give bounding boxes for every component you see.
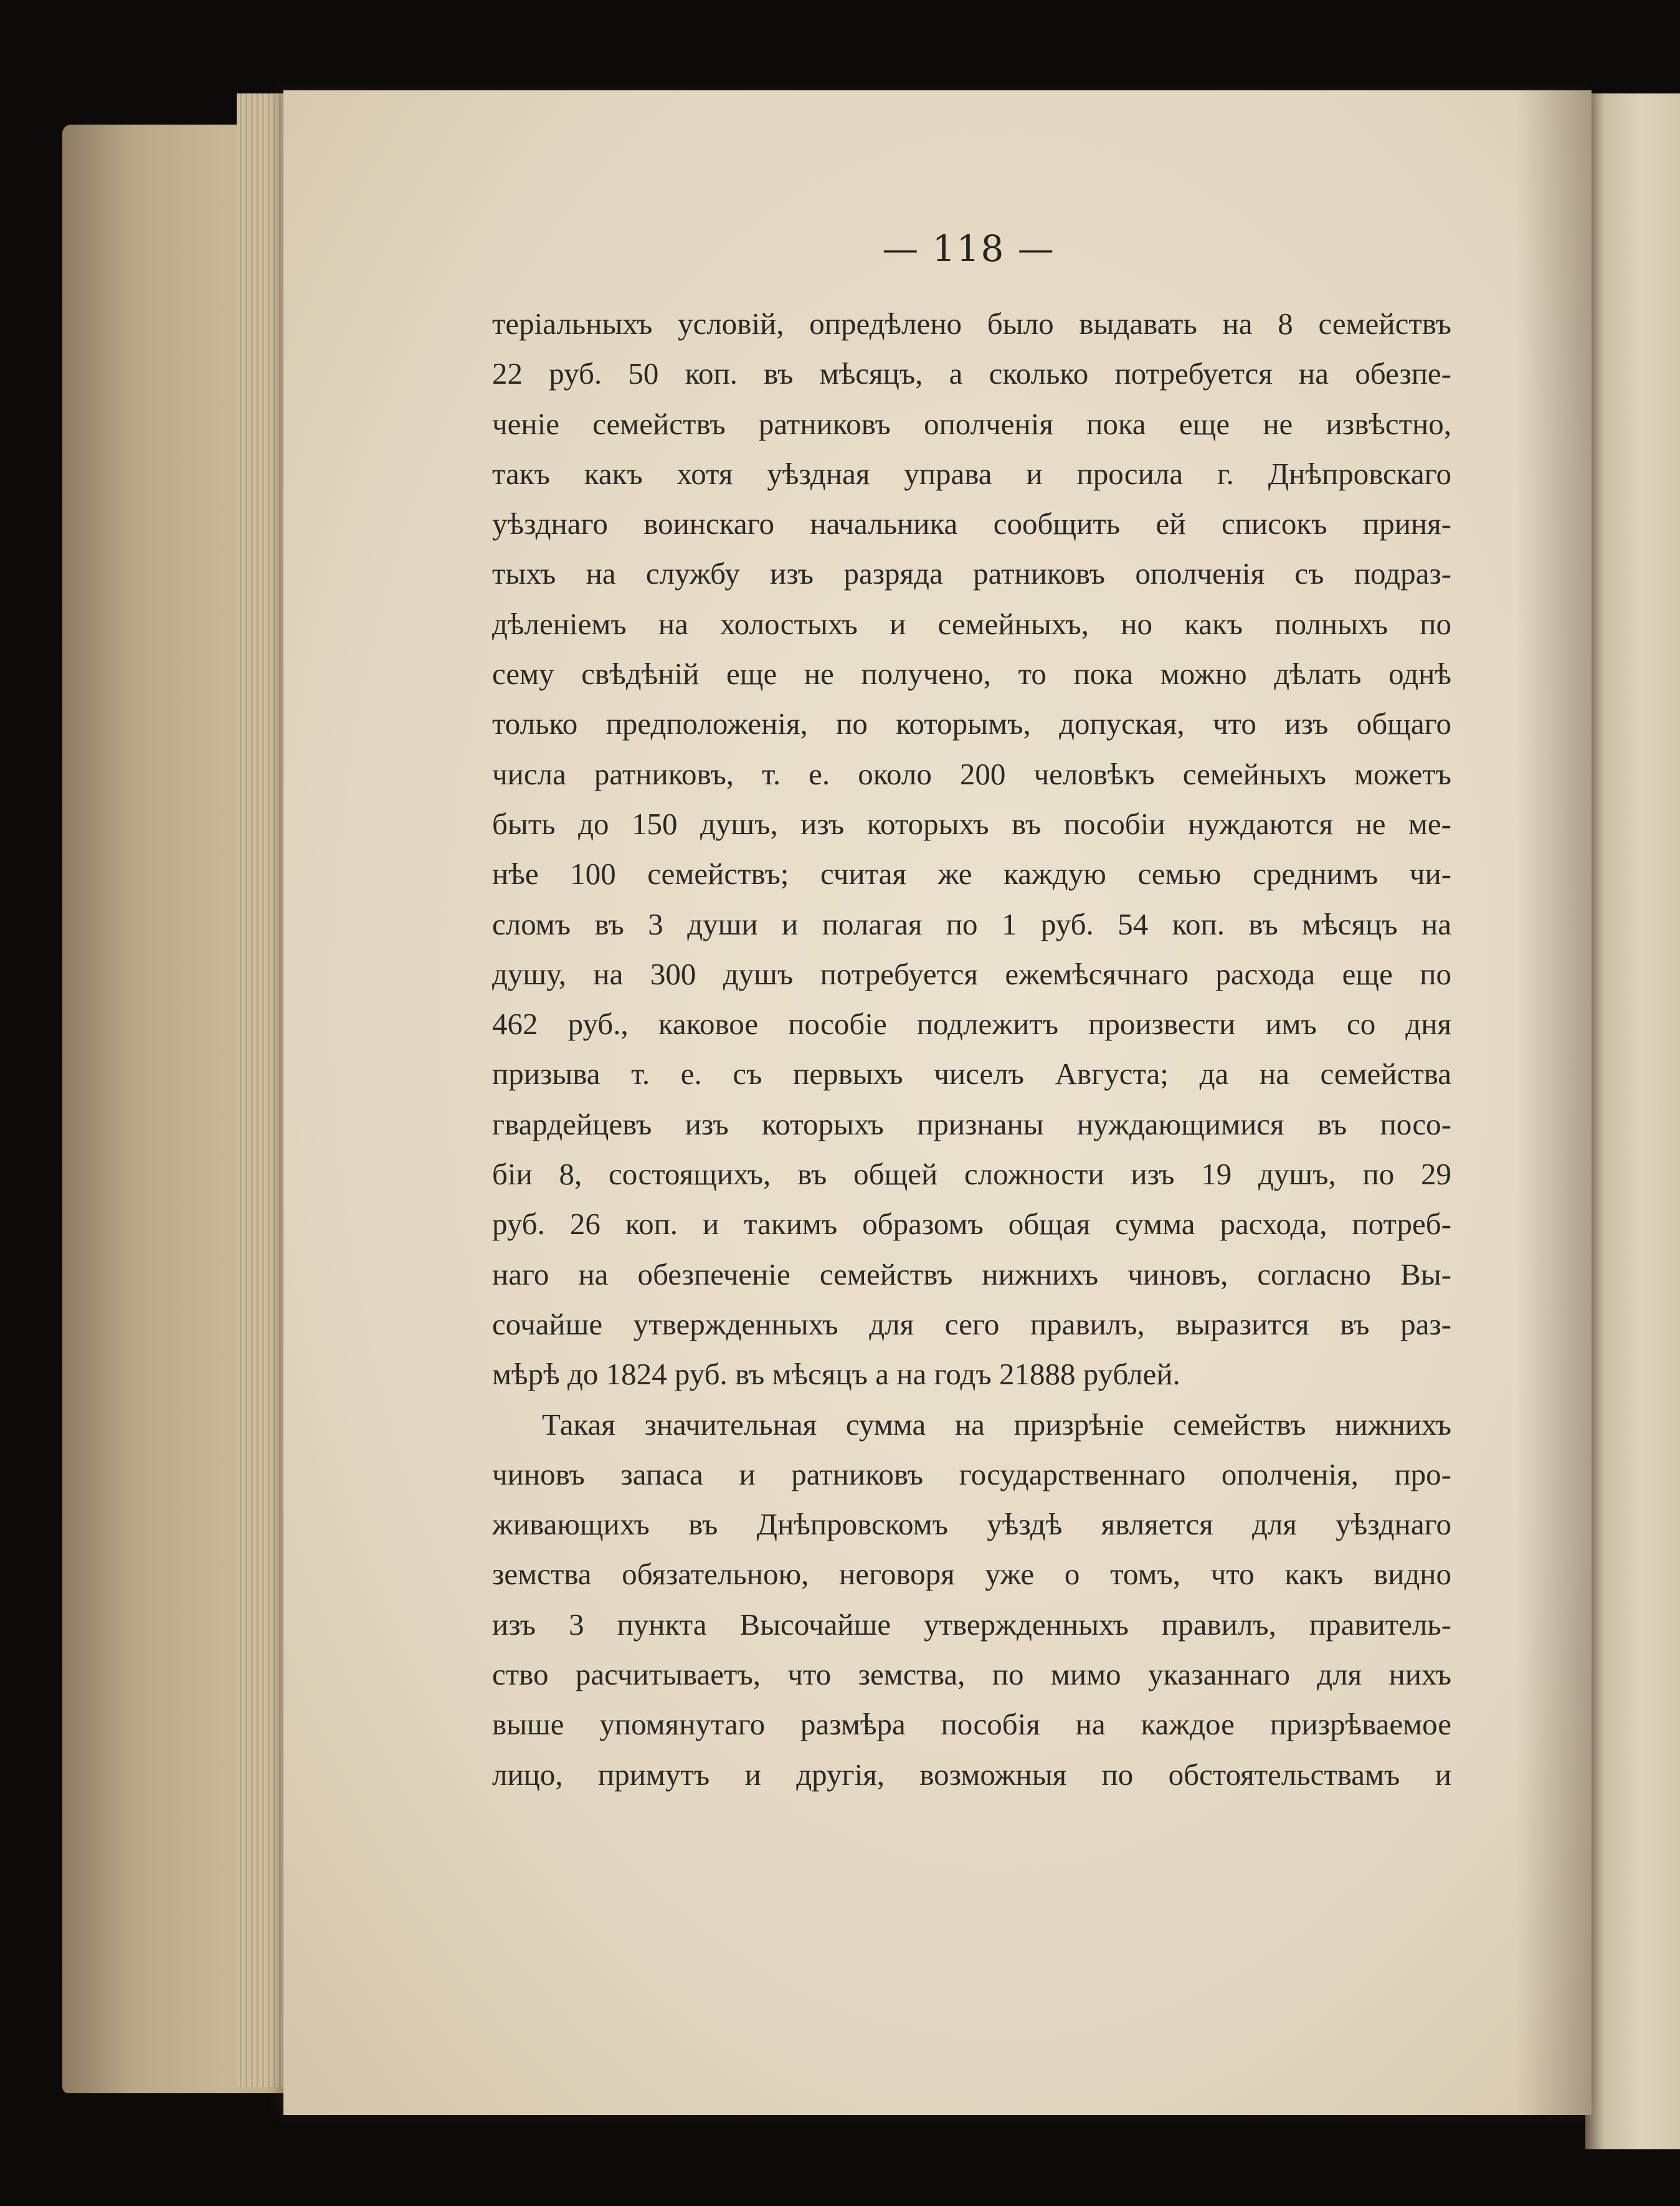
text-line: лицо, примутъ и другія, возможныя по обстоятельствамъ и — [492, 1757, 1451, 1792]
text-line: сломъ въ 3 души и полагая по 1 руб. 54 коп. въ мѣсяцъ на — [492, 906, 1451, 941]
text-line: ченіе семействъ ратниковъ ополченія пока еще не извѣстно, — [492, 406, 1451, 441]
text-line: сочайше утвержденныхъ для сего правилъ, выразится въ раз- — [492, 1306, 1451, 1341]
adjacent-page-edge — [1585, 93, 1680, 2149]
text-line: теріальныхъ условій, опредѣлено было выдавать на 8 семействъ — [492, 307, 1451, 341]
text-line: гвардейцевъ изъ которыхъ признаны нуждающимися въ посо- — [492, 1106, 1451, 1141]
text-line: наго на обезпеченіе семействъ нижнихъ чиновъ, согласно Вы- — [492, 1257, 1451, 1291]
text-line: руб. 26 коп. и такимъ образомъ общая сумма расхода, потреб- — [492, 1207, 1451, 1242]
text-line: сему свѣдѣній еще не получено, то пока можно дѣлать однѣ — [492, 657, 1451, 692]
text-line: быть до 150 душъ, изъ которыхъ въ пособіи нуждаются не ме- — [492, 806, 1451, 841]
text-line: 22 руб. 50 коп. въ мѣсяцъ, а сколько потребуется на обезпе- — [492, 356, 1451, 391]
text-line: живающихъ въ Днѣпровскомъ уѣздѣ является для уѣзднаго — [492, 1507, 1451, 1542]
text-line: числа ратниковъ, т. е. около 200 человѣкъ семейныхъ можетъ — [492, 756, 1451, 791]
text-line: Такая значительная сумма на призрѣніе семействъ нижнихъ — [542, 1407, 1451, 1442]
text-line: мѣрѣ до 1824 руб. въ мѣсяцъ а на годъ 21888 рублей. — [492, 1357, 1180, 1392]
text-line: земства обязательною, неговоря уже о томъ, что какъ видно — [492, 1557, 1451, 1592]
text-line: уѣзднаго воинскаго начальника сообщить ей списокъ приня- — [492, 506, 1451, 541]
page-body-text — [492, 299, 1451, 1800]
book-page — [283, 90, 1592, 2115]
gutter-shadow — [1517, 90, 1592, 2115]
text-line: чиновъ запаса и ратниковъ государственнаго ополченія, про- — [492, 1457, 1451, 1491]
page-number: — 118 — — [882, 227, 1055, 270]
text-line: 462 руб., каковое пособіе подлежитъ произвести имъ со дня — [492, 1007, 1451, 1042]
text-line: ство расчитываетъ, что земства, по мимо указаннаго для нихъ — [492, 1657, 1451, 1692]
text-line: такъ какъ хотя уѣздная управа и просила г. Днѣпровскаго — [492, 456, 1451, 491]
text-line: только предположенія, по которымъ, допуская, что изъ общаго — [492, 706, 1451, 741]
text-line: біи 8, состоящихъ, въ общей сложности изъ 19 душъ, по 29 — [492, 1157, 1451, 1192]
text-line: душу, на 300 душъ потребуется ежемѣсячнаго расхода еще по — [492, 956, 1451, 991]
text-line: дѣленіемъ на холостыхъ и семейныхъ, но какъ полныхъ по — [492, 606, 1451, 641]
text-line: призыва т. е. съ первыхъ чиселъ Августа; да на семейства — [492, 1057, 1451, 1091]
text-line: изъ 3 пункта Высочайше утвержденныхъ правилъ, правитель- — [492, 1607, 1451, 1642]
text-line: тыхъ на службу изъ разряда ратниковъ ополченія съ подраз- — [492, 556, 1451, 591]
text-line: выше упомянутаго размѣра пособія на каждое призрѣваемое — [492, 1707, 1451, 1742]
text-line: нѣе 100 семействъ; считая же каждую семью среднимъ чи- — [492, 857, 1451, 891]
